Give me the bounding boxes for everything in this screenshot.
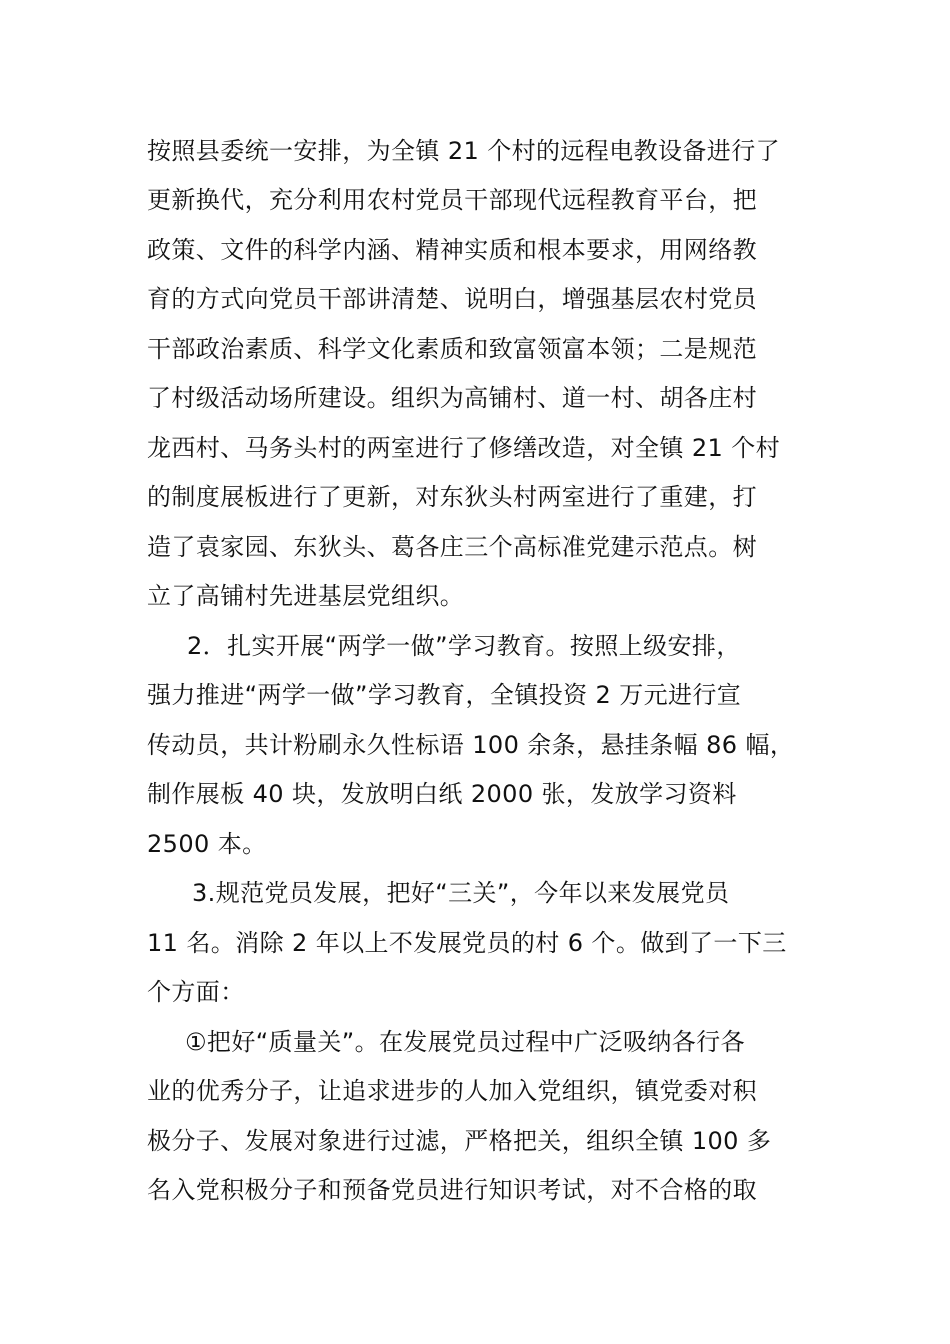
text-line: 的制度展板进行了更新，对东狄头村两室进行了重建，打 xyxy=(147,483,757,511)
text-line: 立了高铺村先进基层党组织。 xyxy=(147,582,465,610)
text-line: 个方面： xyxy=(147,978,245,1006)
text-line: 极分子、发展对象进行过滤，严格把关，组织全镇 100 多 xyxy=(147,1127,772,1155)
text-line: 业的优秀分子，让追求进步的人加入党组织，镇党委对积 xyxy=(147,1077,757,1105)
text-line: 干部政治素质、科学文化素质和致富领富本领；二是规范 xyxy=(147,335,757,363)
text-line: 3.规范党员发展，把好“三关”，今年以来发展党员 xyxy=(192,879,730,907)
text-line: ①把好“质量关”。在发展党员过程中广泛吸纳各行各 xyxy=(185,1028,745,1056)
text-line: 制作展板 40 块，发放明白纸 2000 张，发放学习资料 xyxy=(147,780,737,808)
text-line: 2．扎实开展“两学一做”学习教育。按照上级安排， xyxy=(187,632,741,660)
text-line: 育的方式向党员干部讲清楚、说明白，增强基层农村党员 xyxy=(147,285,757,313)
text-line: 了村级活动场所建设。组织为高铺村、道一村、胡各庄村 xyxy=(147,384,757,412)
text-line: 11 名。消除 2 年以上不发展党员的村 6 个。做到了一下三 xyxy=(147,929,787,957)
text-line: 政策、文件的科学内涵、精神实质和根本要求，用网络教 xyxy=(147,236,757,264)
text-line: 龙西村、马务头村的两室进行了修缮改造，对全镇 21 个村 xyxy=(147,434,780,462)
text-line: 按照县委统一安排，为全镇 21 个村的远程电教设备进行了 xyxy=(147,137,780,165)
text-line: 更新换代，充分利用农村党员干部现代远程教育平台，把 xyxy=(147,186,757,214)
text-line: 传动员，共计粉刷永久性标语 100 余条，悬挂条幅 86 幅， xyxy=(147,731,795,759)
text-line: 2500 本。 xyxy=(147,830,267,858)
text-line: 造了袁家园、东狄头、葛各庄三个高标准党建示范点。树 xyxy=(147,533,757,561)
text-line: 名入党积极分子和预备党员进行知识考试，对不合格的取 xyxy=(147,1176,757,1204)
text-line: 强力推进“两学一做”学习教育，全镇投资 2 万元进行宣 xyxy=(147,681,742,709)
